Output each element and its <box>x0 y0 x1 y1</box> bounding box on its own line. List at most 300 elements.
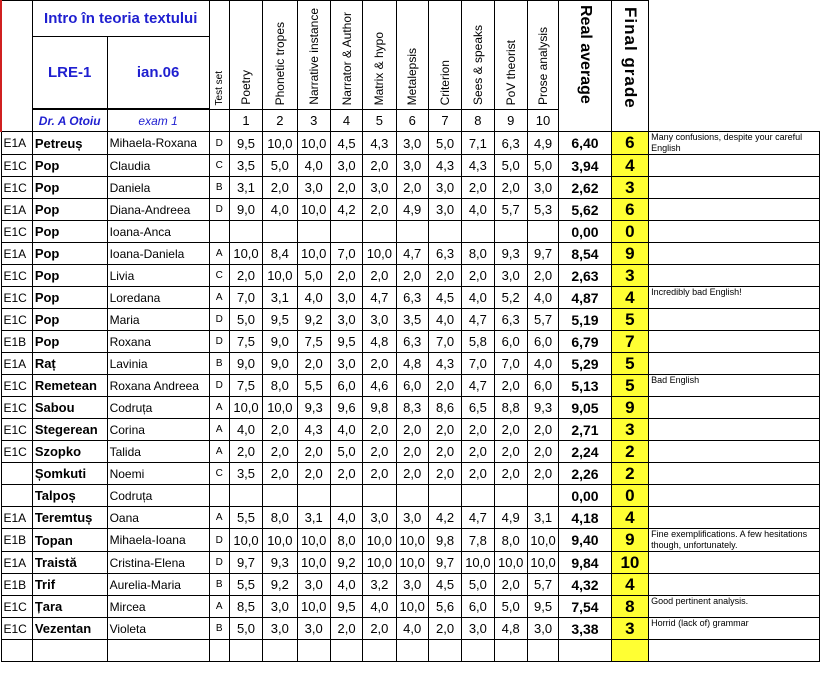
score-cell-4[interactable] <box>330 221 362 243</box>
final-grade-cell[interactable]: 3 <box>611 419 648 441</box>
score-cell-7[interactable] <box>428 485 461 507</box>
score-cell-3[interactable]: 3,0 <box>297 574 330 596</box>
surname-cell[interactable]: Pop <box>32 309 107 331</box>
score-cell-9[interactable]: 2,0 <box>494 441 527 463</box>
surname-cell[interactable]: Pop <box>32 199 107 221</box>
surname-cell[interactable]: Szopko <box>32 441 107 463</box>
given-name-cell[interactable]: Aurelia-Maria <box>107 574 209 596</box>
score-cell-3[interactable]: 5,5 <box>297 375 330 397</box>
comment-cell[interactable] <box>649 463 820 485</box>
score-cell-5[interactable]: 2,0 <box>363 463 396 485</box>
score-cell-1[interactable]: 3,5 <box>229 155 262 177</box>
score-cell-7[interactable]: 9,8 <box>428 529 461 552</box>
given-name-cell[interactable]: Roxana <box>107 331 209 353</box>
score-cell-3[interactable]: 10,0 <box>297 132 330 155</box>
score-cell-6[interactable]: 6,3 <box>396 287 428 309</box>
score-cell-5[interactable]: 2,0 <box>363 155 396 177</box>
surname-cell[interactable]: Remetean <box>32 375 107 397</box>
score-cell-1[interactable]: 10,0 <box>229 397 262 419</box>
score-cell-5[interactable]: 2,0 <box>363 618 396 640</box>
score-cell-3[interactable]: 2,0 <box>297 463 330 485</box>
score-cell-9[interactable]: 2,0 <box>494 419 527 441</box>
group-cell[interactable]: E1C <box>1 309 32 331</box>
final-grade-cell[interactable]: 4 <box>611 507 648 529</box>
score-cell-1[interactable] <box>229 221 262 243</box>
empty-cell[interactable] <box>363 640 396 662</box>
given-name-cell[interactable]: Roxana Andreea <box>107 375 209 397</box>
real-average-cell[interactable]: 2,62 <box>559 177 612 199</box>
score-cell-1[interactable]: 5,5 <box>229 507 262 529</box>
score-cell-8[interactable]: 7,8 <box>462 529 494 552</box>
final-grade-cell[interactable]: 8 <box>611 596 648 618</box>
score-cell-8[interactable]: 4,7 <box>462 309 494 331</box>
score-cell-7[interactable]: 4,0 <box>428 309 461 331</box>
final-grade-cell[interactable]: 3 <box>611 177 648 199</box>
given-name-cell[interactable]: Daniela <box>107 177 209 199</box>
comment-cell[interactable] <box>649 353 820 375</box>
real-average-cell[interactable]: 5,29 <box>559 353 612 375</box>
real-average-cell[interactable]: 2,71 <box>559 419 612 441</box>
score-cell-10[interactable]: 10,0 <box>527 529 558 552</box>
group-cell[interactable]: E1A <box>1 507 32 529</box>
score-cell-10[interactable]: 5,7 <box>527 574 558 596</box>
given-name-cell[interactable]: Livia <box>107 265 209 287</box>
real-average-cell[interactable]: 8,54 <box>559 243 612 265</box>
score-cell-8[interactable]: 2,0 <box>462 265 494 287</box>
surname-cell[interactable]: Traistă <box>32 552 107 574</box>
score-cell-9[interactable] <box>494 221 527 243</box>
given-name-cell[interactable]: Maria <box>107 309 209 331</box>
score-cell-5[interactable] <box>363 485 396 507</box>
score-cell-6[interactable]: 10,0 <box>396 529 428 552</box>
score-cell-9[interactable]: 10,0 <box>494 552 527 574</box>
surname-cell[interactable]: Vezentan <box>32 618 107 640</box>
real-average-cell[interactable]: 2,24 <box>559 441 612 463</box>
real-average-cell[interactable]: 3,38 <box>559 618 612 640</box>
final-grade-cell[interactable]: 2 <box>611 441 648 463</box>
comment-cell[interactable] <box>649 507 820 529</box>
score-cell-7[interactable]: 5,6 <box>428 596 461 618</box>
real-average-cell[interactable]: 0,00 <box>559 221 612 243</box>
score-cell-3[interactable]: 10,0 <box>297 529 330 552</box>
group-cell[interactable]: E1B <box>1 331 32 353</box>
test-set-cell[interactable]: D <box>209 529 229 552</box>
surname-cell[interactable]: Teremtuș <box>32 507 107 529</box>
score-cell-2[interactable]: 4,0 <box>263 199 297 221</box>
group-cell[interactable]: E1C <box>1 596 32 618</box>
final-grade-cell[interactable]: 6 <box>611 132 648 155</box>
group-cell[interactable]: E1C <box>1 177 32 199</box>
score-cell-5[interactable]: 3,0 <box>363 507 396 529</box>
test-set-cell[interactable]: C <box>209 265 229 287</box>
score-cell-9[interactable]: 2,0 <box>494 177 527 199</box>
score-cell-4[interactable]: 4,0 <box>330 507 362 529</box>
final-grade-cell[interactable]: 3 <box>611 265 648 287</box>
score-cell-4[interactable]: 8,0 <box>330 529 362 552</box>
score-cell-6[interactable]: 3,5 <box>396 309 428 331</box>
score-cell-5[interactable]: 2,0 <box>363 265 396 287</box>
given-name-cell[interactable]: Noemi <box>107 463 209 485</box>
score-cell-7[interactable]: 2,0 <box>428 441 461 463</box>
score-cell-6[interactable]: 8,3 <box>396 397 428 419</box>
score-cell-4[interactable]: 4,2 <box>330 199 362 221</box>
score-cell-9[interactable]: 6,3 <box>494 309 527 331</box>
score-cell-9[interactable]: 5,2 <box>494 287 527 309</box>
score-cell-6[interactable]: 6,0 <box>396 375 428 397</box>
score-cell-9[interactable]: 7,0 <box>494 353 527 375</box>
real-average-cell[interactable]: 3,94 <box>559 155 612 177</box>
score-cell-9[interactable]: 6,3 <box>494 132 527 155</box>
score-cell-7[interactable]: 2,0 <box>428 265 461 287</box>
empty-cell[interactable] <box>559 640 612 662</box>
empty-cell[interactable] <box>428 640 461 662</box>
score-cell-1[interactable]: 7,5 <box>229 331 262 353</box>
score-cell-2[interactable]: 10,0 <box>263 529 297 552</box>
score-cell-3[interactable]: 5,0 <box>297 265 330 287</box>
test-set-cell[interactable]: A <box>209 507 229 529</box>
group-cell[interactable]: E1C <box>1 375 32 397</box>
score-cell-6[interactable]: 3,0 <box>396 132 428 155</box>
given-name-cell[interactable]: Mircea <box>107 596 209 618</box>
real-average-cell[interactable]: 0,00 <box>559 485 612 507</box>
group-cell[interactable]: E1C <box>1 441 32 463</box>
score-cell-7[interactable]: 4,5 <box>428 287 461 309</box>
real-average-cell[interactable]: 5,62 <box>559 199 612 221</box>
empty-cell[interactable] <box>263 640 297 662</box>
score-cell-4[interactable]: 4,0 <box>330 419 362 441</box>
score-cell-10[interactable]: 4,0 <box>527 287 558 309</box>
score-cell-1[interactable]: 9,7 <box>229 552 262 574</box>
test-set-cell[interactable]: B <box>209 177 229 199</box>
surname-cell[interactable]: Topan <box>32 529 107 552</box>
score-cell-3[interactable]: 4,0 <box>297 287 330 309</box>
final-grade-cell[interactable]: 7 <box>611 331 648 353</box>
comment-cell[interactable] <box>649 243 820 265</box>
group-cell[interactable]: E1C <box>1 221 32 243</box>
test-set-cell[interactable]: B <box>209 618 229 640</box>
test-set-cell[interactable]: C <box>209 463 229 485</box>
test-set-cell[interactable]: D <box>209 331 229 353</box>
final-grade-cell[interactable]: 5 <box>611 375 648 397</box>
group-cell[interactable]: E1C <box>1 287 32 309</box>
final-grade-cell[interactable]: 9 <box>611 397 648 419</box>
score-cell-3[interactable]: 10,0 <box>297 552 330 574</box>
group-cell[interactable]: E1C <box>1 155 32 177</box>
score-cell-7[interactable]: 4,3 <box>428 155 461 177</box>
score-cell-1[interactable]: 7,0 <box>229 287 262 309</box>
score-cell-3[interactable]: 7,5 <box>297 331 330 353</box>
score-cell-2[interactable]: 8,0 <box>263 375 297 397</box>
given-name-cell[interactable]: Mihaela-Ioana <box>107 529 209 552</box>
score-cell-4[interactable]: 6,0 <box>330 375 362 397</box>
given-name-cell[interactable]: Codruța <box>107 397 209 419</box>
score-cell-3[interactable]: 3,0 <box>297 618 330 640</box>
test-set-cell[interactable]: C <box>209 155 229 177</box>
score-cell-7[interactable]: 2,0 <box>428 375 461 397</box>
score-cell-9[interactable]: 2,0 <box>494 375 527 397</box>
score-cell-4[interactable]: 9,2 <box>330 552 362 574</box>
test-set-cell[interactable]: A <box>209 397 229 419</box>
score-cell-5[interactable]: 3,2 <box>363 574 396 596</box>
comment-cell[interactable]: Many confusions, despite your careful English <box>649 132 820 155</box>
score-cell-10[interactable]: 2,0 <box>527 441 558 463</box>
score-cell-5[interactable]: 4,7 <box>363 287 396 309</box>
final-grade-cell[interactable]: 6 <box>611 199 648 221</box>
score-cell-2[interactable]: 2,0 <box>263 177 297 199</box>
test-set-cell[interactable]: D <box>209 199 229 221</box>
score-cell-1[interactable]: 7,5 <box>229 375 262 397</box>
given-name-cell[interactable]: Codruța <box>107 485 209 507</box>
empty-cell[interactable] <box>462 640 494 662</box>
score-cell-2[interactable]: 10,0 <box>263 397 297 419</box>
score-cell-2[interactable]: 9,3 <box>263 552 297 574</box>
score-cell-5[interactable]: 4,3 <box>363 132 396 155</box>
score-cell-5[interactable]: 2,0 <box>363 353 396 375</box>
score-cell-3[interactable]: 4,3 <box>297 419 330 441</box>
score-cell-1[interactable]: 5,0 <box>229 618 262 640</box>
empty-cell[interactable] <box>32 640 107 662</box>
score-cell-10[interactable]: 9,5 <box>527 596 558 618</box>
real-average-cell[interactable]: 5,13 <box>559 375 612 397</box>
score-cell-2[interactable]: 2,0 <box>263 463 297 485</box>
score-cell-7[interactable]: 6,3 <box>428 243 461 265</box>
score-cell-8[interactable]: 5,0 <box>462 574 494 596</box>
score-cell-10[interactable]: 3,0 <box>527 618 558 640</box>
final-grade-cell[interactable]: 5 <box>611 309 648 331</box>
score-cell-1[interactable]: 2,0 <box>229 441 262 463</box>
score-cell-9[interactable]: 6,0 <box>494 331 527 353</box>
given-name-cell[interactable]: Ioana-Anca <box>107 221 209 243</box>
score-cell-6[interactable]: 2,0 <box>396 419 428 441</box>
score-cell-7[interactable]: 3,0 <box>428 177 461 199</box>
real-average-cell[interactable]: 6,79 <box>559 331 612 353</box>
surname-cell[interactable]: Pop <box>32 177 107 199</box>
score-cell-5[interactable]: 3,0 <box>363 309 396 331</box>
comment-cell[interactable] <box>649 485 820 507</box>
real-average-cell[interactable]: 9,84 <box>559 552 612 574</box>
given-name-cell[interactable]: Diana-Andreea <box>107 199 209 221</box>
score-cell-3[interactable]: 2,0 <box>297 353 330 375</box>
score-cell-7[interactable]: 2,0 <box>428 419 461 441</box>
comment-cell[interactable] <box>649 397 820 419</box>
final-grade-cell[interactable]: 2 <box>611 463 648 485</box>
given-name-cell[interactable]: Violeta <box>107 618 209 640</box>
score-cell-8[interactable]: 2,0 <box>462 441 494 463</box>
real-average-cell[interactable]: 2,63 <box>559 265 612 287</box>
group-cell[interactable]: E1A <box>1 552 32 574</box>
score-cell-10[interactable]: 2,0 <box>527 419 558 441</box>
test-set-cell[interactable]: A <box>209 287 229 309</box>
score-cell-6[interactable]: 4,7 <box>396 243 428 265</box>
score-cell-8[interactable]: 4,3 <box>462 155 494 177</box>
score-cell-9[interactable]: 3,0 <box>494 265 527 287</box>
group-cell[interactable] <box>1 485 32 507</box>
empty-cell[interactable] <box>229 640 262 662</box>
score-cell-8[interactable]: 7,0 <box>462 353 494 375</box>
score-cell-7[interactable] <box>428 221 461 243</box>
comment-cell[interactable]: Fine exemplifications. A few hesitations though, unfortunately. <box>649 529 820 552</box>
test-set-cell[interactable]: D <box>209 552 229 574</box>
score-cell-10[interactable]: 6,0 <box>527 375 558 397</box>
score-cell-6[interactable]: 6,3 <box>396 331 428 353</box>
score-cell-1[interactable]: 9,5 <box>229 132 262 155</box>
surname-cell[interactable]: Talpoș <box>32 485 107 507</box>
score-cell-10[interactable]: 9,3 <box>527 397 558 419</box>
score-cell-3[interactable]: 2,0 <box>297 441 330 463</box>
score-cell-4[interactable]: 2,0 <box>330 265 362 287</box>
score-cell-10[interactable]: 6,0 <box>527 331 558 353</box>
score-cell-7[interactable]: 3,0 <box>428 199 461 221</box>
score-cell-2[interactable]: 2,0 <box>263 419 297 441</box>
score-cell-1[interactable]: 9,0 <box>229 353 262 375</box>
empty-cell[interactable] <box>107 640 209 662</box>
score-cell-9[interactable]: 5,0 <box>494 596 527 618</box>
score-cell-1[interactable]: 4,0 <box>229 419 262 441</box>
given-name-cell[interactable]: Cristina-Elena <box>107 552 209 574</box>
test-set-cell[interactable]: D <box>209 375 229 397</box>
empty-cell[interactable] <box>649 640 820 662</box>
score-cell-9[interactable]: 4,8 <box>494 618 527 640</box>
score-cell-5[interactable]: 2,0 <box>363 441 396 463</box>
surname-cell[interactable]: Șomkuti <box>32 463 107 485</box>
comment-cell[interactable]: Good pertinent analysis. <box>649 596 820 618</box>
comment-cell[interactable] <box>649 199 820 221</box>
score-cell-7[interactable]: 7,0 <box>428 331 461 353</box>
score-cell-10[interactable]: 10,0 <box>527 552 558 574</box>
score-cell-6[interactable]: 3,0 <box>396 574 428 596</box>
real-average-cell[interactable]: 5,19 <box>559 309 612 331</box>
final-grade-cell[interactable]: 0 <box>611 221 648 243</box>
final-grade-cell[interactable]: 5 <box>611 353 648 375</box>
score-cell-8[interactable]: 2,0 <box>462 419 494 441</box>
score-cell-3[interactable] <box>297 221 330 243</box>
score-cell-6[interactable]: 10,0 <box>396 596 428 618</box>
given-name-cell[interactable]: Talida <box>107 441 209 463</box>
score-cell-8[interactable]: 6,0 <box>462 596 494 618</box>
score-cell-4[interactable]: 2,0 <box>330 618 362 640</box>
score-cell-1[interactable]: 3,5 <box>229 463 262 485</box>
empty-cell[interactable] <box>527 640 558 662</box>
comment-cell[interactable]: Bad English <box>649 375 820 397</box>
real-average-cell[interactable]: 6,40 <box>559 132 612 155</box>
surname-cell[interactable]: Trif <box>32 574 107 596</box>
score-cell-3[interactable]: 10,0 <box>297 199 330 221</box>
comment-cell[interactable] <box>649 331 820 353</box>
score-cell-6[interactable]: 2,0 <box>396 441 428 463</box>
test-set-cell[interactable] <box>209 221 229 243</box>
score-cell-3[interactable]: 9,3 <box>297 397 330 419</box>
final-grade-cell[interactable]: 4 <box>611 155 648 177</box>
comment-cell[interactable]: Incredibly bad English! <box>649 287 820 309</box>
group-cell[interactable]: E1C <box>1 397 32 419</box>
final-grade-cell[interactable]: 0 <box>611 485 648 507</box>
score-cell-3[interactable]: 10,0 <box>297 596 330 618</box>
score-cell-2[interactable]: 3,0 <box>263 596 297 618</box>
empty-cell[interactable] <box>297 640 330 662</box>
score-cell-4[interactable]: 2,0 <box>330 177 362 199</box>
score-cell-10[interactable]: 2,0 <box>527 463 558 485</box>
score-cell-2[interactable]: 10,0 <box>263 132 297 155</box>
score-cell-10[interactable] <box>527 221 558 243</box>
score-cell-4[interactable] <box>330 485 362 507</box>
test-set-cell[interactable]: A <box>209 243 229 265</box>
score-cell-9[interactable] <box>494 485 527 507</box>
surname-cell[interactable]: Stegerean <box>32 419 107 441</box>
comment-cell[interactable]: Horrid (lack of) grammar <box>649 618 820 640</box>
score-cell-9[interactable]: 4,9 <box>494 507 527 529</box>
score-cell-2[interactable]: 9,5 <box>263 309 297 331</box>
score-cell-9[interactable]: 2,0 <box>494 574 527 596</box>
surname-cell[interactable]: Pop <box>32 331 107 353</box>
score-cell-7[interactable]: 5,0 <box>428 132 461 155</box>
score-cell-8[interactable]: 10,0 <box>462 552 494 574</box>
score-cell-1[interactable]: 5,0 <box>229 309 262 331</box>
group-cell[interactable]: E1A <box>1 353 32 375</box>
score-cell-8[interactable]: 4,7 <box>462 375 494 397</box>
group-cell[interactable]: E1C <box>1 618 32 640</box>
real-average-cell[interactable]: 7,54 <box>559 596 612 618</box>
test-set-cell[interactable]: A <box>209 596 229 618</box>
score-cell-5[interactable]: 4,6 <box>363 375 396 397</box>
score-cell-8[interactable] <box>462 485 494 507</box>
group-cell[interactable]: E1C <box>1 419 32 441</box>
score-cell-6[interactable]: 2,0 <box>396 177 428 199</box>
surname-cell[interactable]: Pop <box>32 221 107 243</box>
score-cell-4[interactable]: 3,0 <box>330 287 362 309</box>
score-cell-7[interactable]: 4,2 <box>428 507 461 529</box>
score-cell-4[interactable]: 5,0 <box>330 441 362 463</box>
score-cell-5[interactable]: 2,0 <box>363 419 396 441</box>
given-name-cell[interactable]: Oana <box>107 507 209 529</box>
score-cell-9[interactable]: 9,3 <box>494 243 527 265</box>
real-average-cell[interactable]: 2,26 <box>559 463 612 485</box>
empty-cell[interactable] <box>611 640 648 662</box>
group-cell[interactable]: E1B <box>1 574 32 596</box>
comment-cell[interactable] <box>649 574 820 596</box>
given-name-cell[interactable]: Lavinia <box>107 353 209 375</box>
given-name-cell[interactable]: Mihaela-Roxana <box>107 132 209 155</box>
comment-cell[interactable] <box>649 221 820 243</box>
score-cell-2[interactable]: 3,0 <box>263 618 297 640</box>
surname-cell[interactable]: Pop <box>32 243 107 265</box>
score-cell-1[interactable]: 10,0 <box>229 243 262 265</box>
score-cell-5[interactable]: 4,0 <box>363 596 396 618</box>
score-cell-10[interactable]: 3,0 <box>527 177 558 199</box>
score-cell-10[interactable]: 4,9 <box>527 132 558 155</box>
score-cell-5[interactable]: 4,8 <box>363 331 396 353</box>
surname-cell[interactable]: Raț <box>32 353 107 375</box>
score-cell-3[interactable]: 3,0 <box>297 177 330 199</box>
score-cell-3[interactable]: 3,1 <box>297 507 330 529</box>
score-cell-7[interactable]: 2,0 <box>428 463 461 485</box>
score-cell-8[interactable]: 4,0 <box>462 287 494 309</box>
empty-cell[interactable] <box>1 640 32 662</box>
score-cell-1[interactable]: 2,0 <box>229 265 262 287</box>
score-cell-2[interactable]: 2,0 <box>263 441 297 463</box>
score-cell-7[interactable]: 9,7 <box>428 552 461 574</box>
score-cell-4[interactable]: 4,5 <box>330 132 362 155</box>
score-cell-4[interactable]: 2,0 <box>330 463 362 485</box>
score-cell-4[interactable]: 3,0 <box>330 155 362 177</box>
score-cell-5[interactable]: 10,0 <box>363 552 396 574</box>
score-cell-6[interactable] <box>396 485 428 507</box>
score-cell-3[interactable]: 4,0 <box>297 155 330 177</box>
score-cell-10[interactable]: 2,0 <box>527 265 558 287</box>
comment-cell[interactable] <box>649 155 820 177</box>
score-cell-7[interactable]: 8,6 <box>428 397 461 419</box>
group-cell[interactable]: E1A <box>1 199 32 221</box>
test-set-cell[interactable]: B <box>209 353 229 375</box>
